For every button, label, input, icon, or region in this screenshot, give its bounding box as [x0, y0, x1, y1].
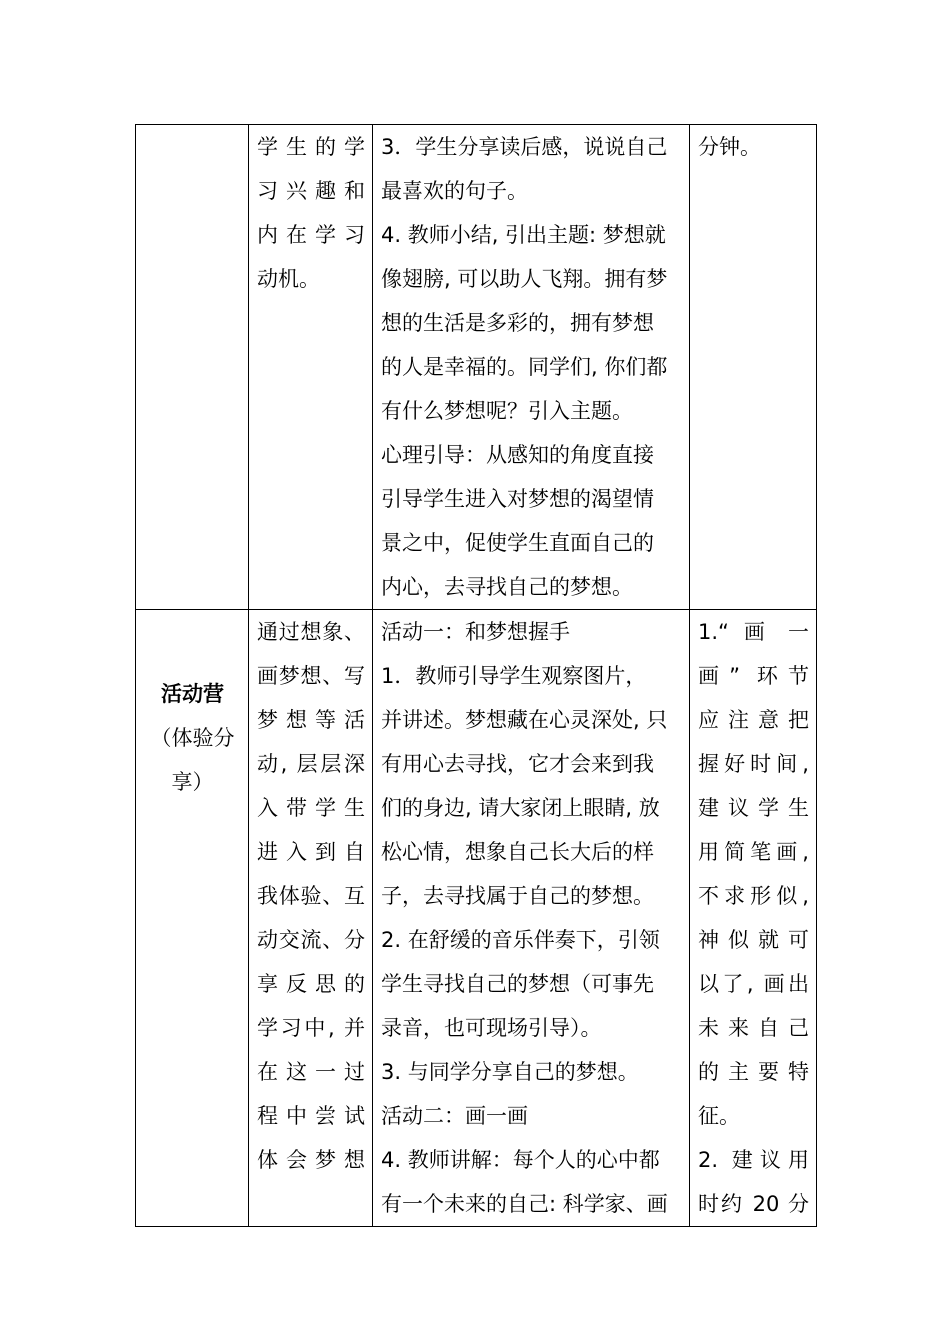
notes-cell [690, 125, 817, 610]
process-line: 学生寻找自己的梦想（可事先 [381, 972, 654, 996]
process-line: 2. 在舒缓的音乐伴奏下，引领 [381, 928, 660, 952]
process-line: 1．教师引导学生观察图片， [381, 664, 647, 688]
process-line: 松心情，想象自己长大后的样 [381, 840, 654, 864]
notes-line: 2. 建议用 [698, 1148, 809, 1172]
stage-subtitle: 享） [171, 770, 214, 794]
process-cell [373, 125, 690, 610]
notes-line: 应注意把 [698, 708, 809, 732]
notes-cell [690, 610, 817, 1227]
process-line: 引导学生进入对梦想的渴望情 [381, 487, 654, 511]
process-line: 录音，也可现场引导）。 [381, 1016, 602, 1040]
goal-line: 学习中, 并 [257, 1016, 365, 1040]
process-line: 景之中，促使学生直面自己的 [381, 531, 654, 555]
notes-line: 征。 [698, 1104, 740, 1128]
goal-line: 画梦想、写 [257, 664, 365, 688]
goal-line: 享反思的 [257, 972, 365, 996]
process-line: 有什么梦想呢？引入主题。 [381, 399, 633, 423]
goal-line: 进入到自 [257, 840, 365, 864]
process-line: 4. 教师讲解：每个人的心中都 [381, 1148, 660, 1172]
notes-line: 以了, 画出 [698, 972, 809, 996]
goal-line: 动机。 [257, 267, 320, 291]
process-line: 活动一：和梦想握手 [381, 620, 570, 644]
process-line: 3．学生分享读后感，说说自己 [381, 135, 668, 159]
notes-line: 用简笔画, [698, 840, 809, 864]
table-row [136, 610, 817, 1227]
notes-line: 的主要特 [698, 1060, 809, 1084]
process-line: 活动二：画一画 [381, 1104, 528, 1128]
goal-line: 程中尝试 [257, 1104, 365, 1128]
table-row [136, 125, 817, 610]
notes-line: 分钟。 [698, 135, 761, 159]
lesson-plan-table [135, 124, 817, 1227]
process-line: 有一个未来的自己: 科学家、画 [381, 1192, 668, 1216]
process-line: 3. 与同学分享自己的梦想。 [381, 1060, 639, 1084]
stage-cell [136, 125, 249, 610]
goal-line: 动, 层层深 [257, 752, 365, 776]
notes-line: 1.“ 画 一 [698, 620, 809, 644]
stage-cell [136, 610, 249, 1227]
goal-line: 通过想象、 [257, 620, 365, 644]
notes-line: 神似就可 [698, 928, 809, 952]
process-line: 想的生活是多彩的，拥有梦想 [381, 311, 654, 335]
process-line: 4. 教师小结, 引出主题: 梦想就 [381, 223, 666, 247]
process-line: 心理引导：从感知的角度直接 [381, 443, 654, 467]
notes-line: 握好时间, [698, 752, 809, 776]
goal-line: 动交流、分 [257, 928, 365, 952]
goal-cell [249, 610, 373, 1227]
notes-line: 时约 20 分 [698, 1192, 809, 1216]
goal-line: 入带学生 [257, 796, 365, 820]
stage-title: 活动营 [161, 682, 224, 706]
process-line: 最喜欢的句子。 [381, 179, 528, 203]
goal-line: 体会梦想 [257, 1148, 365, 1172]
process-line: 的人是幸福的。同学们, 你们都 [381, 355, 668, 379]
notes-line: 不求形似, [698, 884, 809, 908]
stage-subtitle: （体验分 [150, 726, 235, 750]
notes-line: 画” 环节 [698, 664, 809, 688]
process-cell [373, 610, 690, 1227]
goal-line: 我体验、互 [257, 884, 365, 908]
notes-line: 建议学生 [698, 796, 809, 820]
goal-line: 梦想等活 [257, 708, 365, 732]
goal-line: 学生的学 [257, 135, 365, 159]
goal-line: 在这一过 [257, 1060, 365, 1084]
process-line: 子，去寻找属于自己的梦想。 [381, 884, 654, 908]
process-line: 有用心去寻找，它才会来到我 [381, 752, 654, 776]
process-line: 并讲述。梦想藏在心灵深处, 只 [381, 708, 668, 732]
goal-line: 内在学习 [257, 223, 365, 247]
notes-line: 未来自己 [698, 1016, 809, 1040]
goal-cell [249, 125, 373, 610]
process-line: 们的身边, 请大家闭上眼睛, 放 [381, 796, 660, 820]
goal-line: 习兴趣和 [257, 179, 365, 203]
process-line: 内心，去寻找自己的梦想。 [381, 575, 633, 599]
process-line: 像翅膀, 可以助人飞翔。拥有梦 [381, 267, 668, 291]
